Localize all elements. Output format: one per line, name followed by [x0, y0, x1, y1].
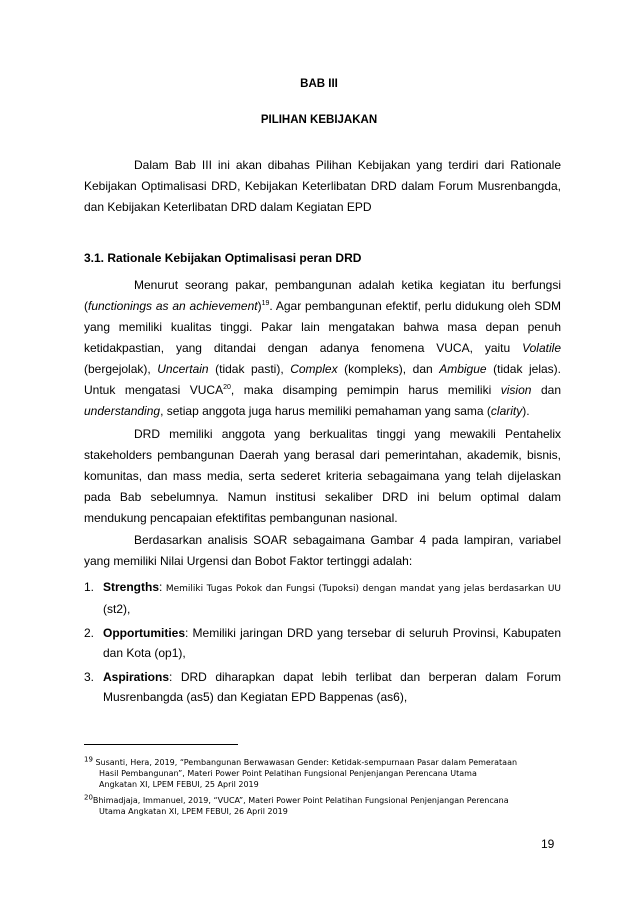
footnote-ref-20: 20	[223, 384, 231, 391]
footnote-ref-19: 19	[261, 300, 270, 307]
paragraph-2	[84, 424, 561, 529]
paragraph-1: Menurut seorang pakar, pembangunan adalah ketika kegiatan itu berfungsi (functionings as an achievement)$^{19}$. Agar pembangunan efektif, perlu didukung oleh SDM yang memiliki kualitas tinggi. Pakar lain mengatakan bahwa masa depan penuh ketidakpastian, yang ditandai dengan adanya fenomena VUCA, yaitu Volatile (bergejolak), Uncertain (tidak pasti), Complex (kompleks), dan Ambigue (tidak jelas). Untuk mengatasi VUCA$^{20}$, maka disamping pemimpin harus memiliki vision dan understanding, setiap anggota juga harus memiliki pemahaman yang sama (clarity).	[84, 278, 561, 418]
intro-paragraph	[84, 155, 561, 218]
paragraph-3	[84, 530, 561, 572]
list-item: 1. Strengths: Memiliki Tugas Pokok dan Fungsi (Tupoksi) dengan mandat yang jelas berdasarkan UU (st2),	[84, 580, 561, 616]
list-item: 3. Aspirations: DRD diharapkan dapat lebih terlibat dan berperan dalam Forum Musrenbangda (as5) dan Kegiatan EPD Bappenas (as6),	[84, 670, 561, 704]
paragraph-2-text: DRD memiliki anggota yang berkualitas tinggi yang mewakili Pentahelix stakeholders pembangunan Daerah yang berasal dari pemerintahan, akademik, bisnis, komunitas, dan mass media, serta sederet kriteria sebagaimana yang telah dijelaskan pada Bab sebelumnya. Namun institusi sekaliber DRD ini belum optimal dalam mendukung pencapaian efektifitas pembangunan nasional.	[84, 427, 561, 525]
chapter-title: PILIHAN KEBIJAKAN	[260, 114, 378, 126]
section-heading: 3.1. Rationale Kebijakan Optimalisasi peran DRD	[84, 251, 362, 265]
footnote-separator	[84, 744, 238, 745]
soar-list	[84, 577, 561, 711]
footnote-19: $^{19}$ Susanti, Hera, 2019, “Pembangunan Berwawasan Gender: Ketidak-sempurnaan Pasar dalam Pemerataan Hasil Pembangunan”, Materi Power Point Pelatihan Fungsional Penjenjangan Perencana Utama Angkatan XI, LPEM FEBUI, 25 April 2019	[84, 755, 518, 789]
page-number: 19	[541, 837, 555, 851]
footnote-20: $^{20}$Bhimadjaja, Immanuel, 2019, “VUCA”, Materi Power Point Pelatihan Fungsional Penjenjangan Perencana Utama Angkatan XI, LPEM FEBUI, 26 April 2019	[84, 793, 509, 816]
list-item: 2. Opportumities: Memiliki jaringan DRD yang tersebar di seluruh Provinsi, Kabupaten dan Kota (op1),	[84, 626, 561, 660]
intro-text: Dalam Bab III ini akan dibahas Pilihan Kebijakan yang terdiri dari Rationale Kebijakan Optimalisasi DRD, Kebijakan Keterlibatan DRD dalam Forum Musrenbangda, dan Kebijakan Keterlibatan DRD dalam Kegiatan EPD	[84, 158, 561, 214]
paragraph-3-text: Berdasarkan analisis SOAR sebagaimana Gambar 4 pada lampiran, variabel yang memiliki Nilai Urgensi dan Bobot Faktor tertinggi adalah:	[84, 533, 561, 568]
chapter-label: BAB III	[300, 78, 338, 90]
